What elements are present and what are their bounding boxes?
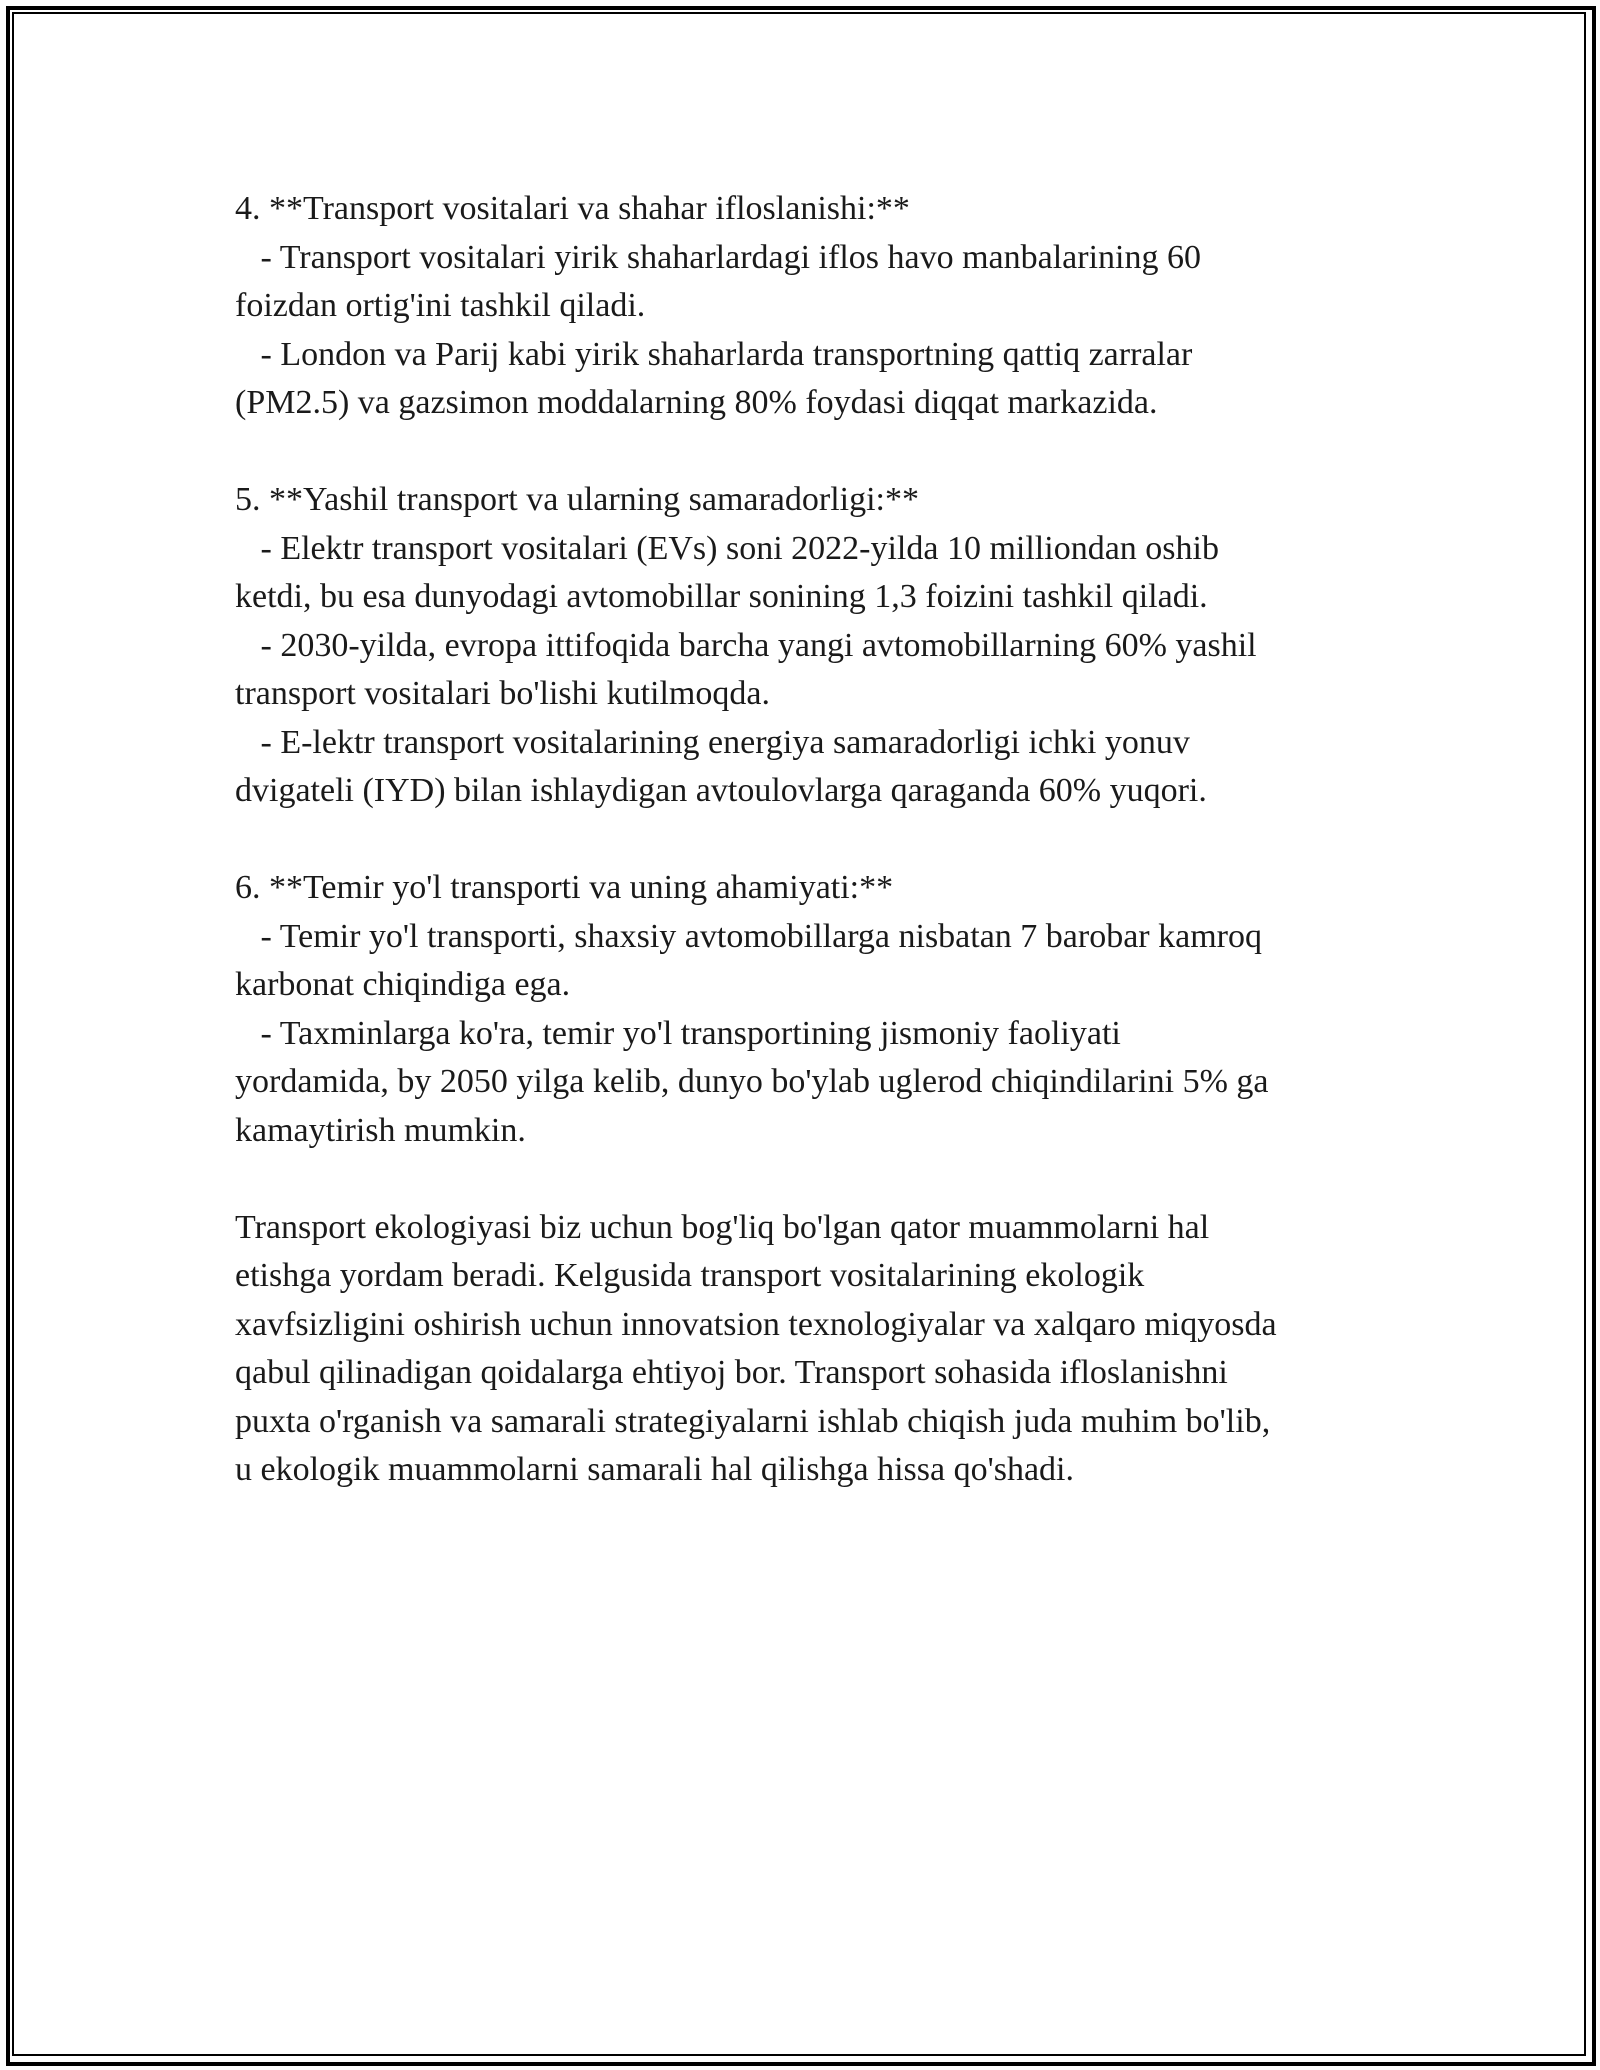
section-green-transport [235,476,1395,816]
text-line: - Taxminlarga ko'ra, temir yo'l transportining jismoniy faoliyati [235,1014,1121,1052]
text-line: Transport ekologiyasi biz uchun bog'liq bo'lgan qator muammolarni hal [235,1208,1210,1246]
text-line: - Transport vositalari yirik shaharlardagi iflos havo manbalarining 60 [235,238,1201,276]
text-line: transport vositalari bo'lishi kutilmoqda. [235,675,770,712]
section-transport-pollution [235,185,1395,428]
section-conclusion [235,1204,1395,1495]
text-line: - London va Parij kabi yirik shaharlarda transportning qattiq zarralar [235,335,1193,373]
text-line: dvigateli (IYD) bilan ishlaydigan avtoulovlarga qaraganda 60% yuqori. [235,772,1207,809]
text-line: ketdi, bu esa dunyodagi avtomobillar sonining 1,3 foizini tashkil qiladi. [235,578,1208,615]
document-body [235,185,1395,1495]
text-line: foizdan ortig'ini tashkil qiladi. [235,287,646,324]
paragraph-gap [235,816,1395,865]
text-line: yordamida, by 2050 yilga kelib, dunyo bo'ylab uglerod chiqindilarini 5% ga [235,1063,1269,1100]
paragraph-gap [235,1155,1395,1204]
text-line: - Temir yo'l transporti, shaxsiy avtomobillarga nisbatan 7 barobar kamroq [235,917,1262,955]
text-line: xavfsizligini oshirish uchun innovatsion texnologiyalar va xalqaro miqyosda [235,1305,1277,1343]
text-line: u ekologik muammolarni samarali hal qilishga hissa qo'shadi. [235,1451,1074,1488]
section-heading: 4. **Transport vositalari va shahar ifloslanishi:** [235,190,910,227]
text-line: - Elektr transport vositalari (EVs) soni 2022-yilda 10 milliondan oshib [235,529,1219,567]
text-line: - 2030-yilda, evropa ittifoqida barcha yangi avtomobillarning 60% yashil [235,626,1257,664]
text-line: etishga yordam beradi. Kelgusida transport vositalarining ekologik [235,1257,1145,1294]
section-railway-transport [235,864,1395,1155]
text-line: puxta o'rganish va samarali strategiyalarni ishlab chiqish juda muhim bo'lib, [235,1402,1271,1440]
text-line: karbonat chiqindiga ega. [235,966,571,1003]
text-line: qabul qilinadigan qoidalarga ehtiyoj bor. Transport sohasida ifloslanishni [235,1354,1228,1391]
text-line: kamaytirish mumkin. [235,1111,526,1149]
text-line: - E-lektr transport vositalarining energiya samaradorligi ichki yonuv [235,723,1190,761]
section-heading: 6. **Temir yo'l transporti va uning ahamiyati:** [235,869,894,906]
text-line: (PM2.5) va gazsimon moddalarning 80% foydasi diqqat markazida. [235,384,1158,421]
section-heading: 5. **Yashil transport va ularning samaradorligi:** [235,481,920,518]
paragraph-gap [235,428,1395,477]
